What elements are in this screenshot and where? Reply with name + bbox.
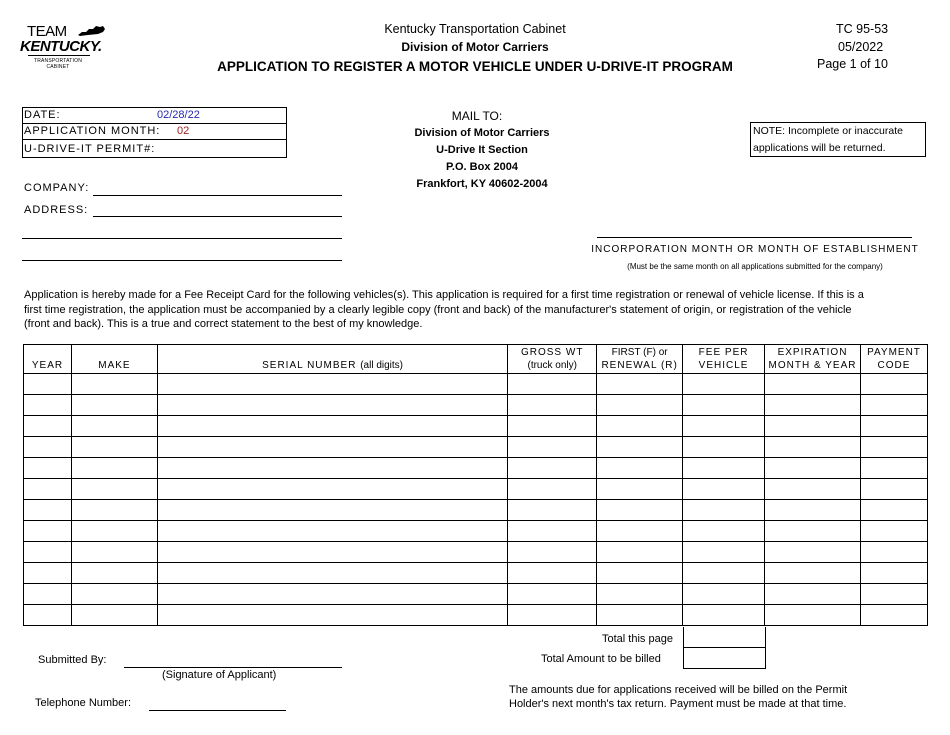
table-cell[interactable] [860, 395, 927, 416]
date-value[interactable]: 02/28/22 [157, 109, 200, 121]
vehicle-table [23, 344, 928, 626]
table-cell[interactable] [157, 521, 507, 542]
billing-note-line1: The amounts due for applications received will be billed on the Permit [509, 684, 848, 696]
table-cell[interactable] [597, 437, 683, 458]
table-cell[interactable] [765, 521, 861, 542]
address-field-2[interactable] [22, 238, 342, 239]
table-cell[interactable] [597, 395, 683, 416]
table-cell[interactable] [860, 584, 927, 605]
table-cell[interactable] [597, 521, 683, 542]
page-indicator: Page 1 of 10 [817, 57, 888, 71]
table-cell[interactable] [765, 605, 861, 626]
table-cell[interactable] [860, 374, 927, 395]
table-cell[interactable] [683, 437, 765, 458]
col-gross-wt: GROSS WT (truck only) [508, 345, 597, 374]
table-cell[interactable] [157, 542, 507, 563]
table-cell[interactable] [24, 542, 72, 563]
table-cell[interactable] [765, 479, 861, 500]
total-billed-label: Total Amount to be billed [541, 653, 661, 665]
note-box [750, 122, 926, 157]
table-cell[interactable] [860, 437, 927, 458]
app-month-value[interactable]: 02 [177, 125, 190, 137]
form-revision-date: 05/2022 [838, 40, 884, 54]
address-field-3[interactable] [22, 260, 342, 261]
table-cell[interactable] [24, 563, 72, 584]
table-cell[interactable] [157, 416, 507, 437]
table-cell[interactable] [157, 374, 507, 395]
table-cell[interactable] [683, 374, 765, 395]
table-cell[interactable] [765, 563, 861, 584]
telephone-field[interactable] [149, 710, 286, 711]
statement-line1: Application is hereby made for a Fee Receipt Card for the following vehicles(s). This application is required for a first time registration or renewal of vehicle license. If this is a [24, 289, 864, 301]
table-cell[interactable] [157, 605, 507, 626]
signature-caption: (Signature of Applicant) [162, 669, 277, 681]
table-cell[interactable] [71, 605, 157, 626]
table-cell[interactable] [508, 500, 597, 521]
table-row [24, 458, 928, 479]
table-cell[interactable] [765, 437, 861, 458]
kentucky-state-icon [76, 25, 106, 37]
team-kentucky-logo [20, 23, 102, 70]
table-cell[interactable] [157, 584, 507, 605]
mail-to-line3: P.O. Box 2004 [446, 161, 518, 173]
table-cell[interactable] [860, 542, 927, 563]
table-cell[interactable] [765, 542, 861, 563]
table-cell[interactable] [24, 479, 72, 500]
table-cell[interactable] [765, 584, 861, 605]
table-cell[interactable] [157, 500, 507, 521]
table-cell[interactable] [683, 521, 765, 542]
telephone-label: Telephone Number: [35, 697, 132, 709]
table-cell[interactable] [508, 542, 597, 563]
table-cell[interactable] [860, 416, 927, 437]
table-cell[interactable] [71, 395, 157, 416]
incorporation-label: INCORPORATION MONTH OR MONTH OF ESTABLISHMENT [591, 244, 919, 255]
table-cell[interactable] [24, 500, 72, 521]
table-cell[interactable] [508, 521, 597, 542]
table-cell[interactable] [157, 458, 507, 479]
table-cell[interactable] [683, 563, 765, 584]
table-cell[interactable] [508, 479, 597, 500]
table-cell[interactable] [157, 479, 507, 500]
table-cell[interactable] [71, 542, 157, 563]
logo-kentucky-text: KENTUCKY. [20, 38, 102, 55]
billing-note-line2: Holder's next month's tax return. Payment must be made at that time. [509, 698, 847, 710]
table-cell[interactable] [683, 458, 765, 479]
table-cell[interactable] [24, 521, 72, 542]
table-cell[interactable] [597, 542, 683, 563]
table-cell[interactable] [860, 563, 927, 584]
table-cell[interactable] [24, 605, 72, 626]
table-cell[interactable] [71, 584, 157, 605]
application-statement [24, 288, 924, 332]
table-row [24, 500, 928, 521]
form-title: APPLICATION TO REGISTER A MOTOR VEHICLE UNDER U-DRIVE-IT PROGRAM [217, 59, 733, 74]
statement-line2: first time registration, the application must be accompanied by a clearly legible copy (front and back) of the manufacturer's statement of origin, or registration of the vehicle [24, 303, 852, 316]
permit-label: U-DRIVE-IT PERMIT#: [24, 143, 156, 155]
mail-to-block [392, 108, 572, 193]
table-cell[interactable] [508, 374, 597, 395]
table-cell[interactable] [597, 584, 683, 605]
table-row [24, 605, 928, 626]
table-cell[interactable] [24, 437, 72, 458]
date-row[interactable] [23, 108, 287, 124]
mail-to-line1: Division of Motor Carriers [414, 127, 550, 139]
table-cell[interactable] [765, 500, 861, 521]
table-cell[interactable] [157, 395, 507, 416]
table-cell[interactable] [683, 605, 765, 626]
table-cell[interactable] [765, 395, 861, 416]
col-fee: FEE PER VEHICLE [683, 345, 765, 374]
total-page-label: Total this page [602, 633, 673, 645]
company-label: COMPANY: [24, 182, 90, 194]
table-cell[interactable] [71, 500, 157, 521]
col-first-renewal: FIRST (F) or RENEWAL (R) [597, 345, 683, 374]
logo-sub-2: CABINET [46, 64, 70, 70]
submitted-by-label: Submitted By: [38, 654, 107, 666]
table-cell[interactable] [860, 521, 927, 542]
table-cell[interactable] [683, 500, 765, 521]
division-name: Division of Motor Carriers [401, 40, 549, 54]
table-cell[interactable] [597, 374, 683, 395]
table-cell[interactable] [683, 395, 765, 416]
table-row [24, 584, 928, 605]
table-row [24, 479, 928, 500]
table-cell[interactable] [597, 563, 683, 584]
table-cell[interactable] [683, 584, 765, 605]
form-number: TC 95-53 [836, 22, 889, 36]
table-cell[interactable] [508, 563, 597, 584]
table-cell[interactable] [157, 563, 507, 584]
table-row [24, 374, 928, 395]
col-payment: PAYMENT CODE [860, 345, 927, 374]
statement-line3: (front and back). This is a true and correct statement to the best of my knowledge. [24, 318, 423, 330]
table-row [24, 416, 928, 437]
table-cell[interactable] [765, 458, 861, 479]
mail-to-line2: U-Drive It Section [436, 144, 528, 156]
table-cell[interactable] [71, 374, 157, 395]
note-line2: applications will be returned. [753, 142, 886, 154]
address-field-1[interactable] [93, 216, 342, 217]
col-serial: SERIAL NUMBER (all digits) [157, 345, 507, 374]
table-cell[interactable] [597, 479, 683, 500]
table-cell[interactable] [71, 479, 157, 500]
table-cell[interactable] [597, 605, 683, 626]
table-cell[interactable] [597, 458, 683, 479]
table-cell[interactable] [157, 437, 507, 458]
table-row [24, 542, 928, 563]
table-row [24, 563, 928, 584]
table-cell[interactable] [683, 542, 765, 563]
col-expiration: EXPIRATION MONTH & YEAR [765, 345, 861, 374]
table-cell[interactable] [597, 500, 683, 521]
table-cell[interactable] [24, 416, 72, 437]
table-cell[interactable] [860, 500, 927, 521]
permit-row[interactable] [23, 140, 287, 158]
table-cell[interactable] [508, 584, 597, 605]
app-month-label: APPLICATION MONTH: [24, 125, 161, 137]
table-cell[interactable] [765, 374, 861, 395]
application-info-box [22, 107, 287, 158]
table-cell[interactable] [683, 416, 765, 437]
table-row [24, 395, 928, 416]
table-cell[interactable] [508, 437, 597, 458]
total-billed-field[interactable] [683, 648, 766, 669]
table-cell[interactable] [508, 605, 597, 626]
incorporation-field[interactable] [597, 237, 912, 238]
table-cell[interactable] [71, 521, 157, 542]
date-label: DATE: [24, 109, 61, 121]
company-field[interactable] [93, 195, 342, 196]
table-cell[interactable] [860, 458, 927, 479]
incorporation-sub: (Must be the same month on all applications submitted for the company) [627, 262, 883, 271]
table-cell[interactable] [597, 416, 683, 437]
table-cell[interactable] [765, 416, 861, 437]
address-label: ADDRESS: [24, 204, 89, 216]
table-cell[interactable] [24, 584, 72, 605]
col-year: YEAR [24, 345, 72, 374]
table-cell[interactable] [24, 458, 72, 479]
signature-field[interactable] [124, 667, 342, 668]
table-cell[interactable] [71, 563, 157, 584]
table-cell[interactable] [71, 458, 157, 479]
billing-note [509, 683, 847, 711]
table-cell[interactable] [508, 395, 597, 416]
table-cell[interactable] [683, 479, 765, 500]
logo-sub-1: TRANSPORTATION [33, 58, 83, 64]
table-cell[interactable] [508, 458, 597, 479]
col-make: MAKE [71, 345, 157, 374]
table-cell[interactable] [24, 374, 72, 395]
table-cell[interactable] [71, 437, 157, 458]
table-cell[interactable] [860, 479, 927, 500]
table-row [24, 437, 928, 458]
table-row [24, 521, 928, 542]
table-cell[interactable] [24, 395, 72, 416]
logo-team-text: TEAM [27, 23, 67, 40]
mail-to-label: MAIL TO: [451, 109, 503, 123]
total-page-field[interactable] [683, 627, 766, 648]
mail-to-line4: Frankfort, KY 40602-2004 [416, 178, 548, 190]
table-cell[interactable] [508, 416, 597, 437]
table-cell[interactable] [71, 416, 157, 437]
table-cell[interactable] [860, 605, 927, 626]
app-month-row[interactable] [23, 124, 287, 140]
agency-name: Kentucky Transportation Cabinet [384, 22, 566, 36]
note-line1: NOTE: Incomplete or inaccurate [753, 125, 903, 137]
